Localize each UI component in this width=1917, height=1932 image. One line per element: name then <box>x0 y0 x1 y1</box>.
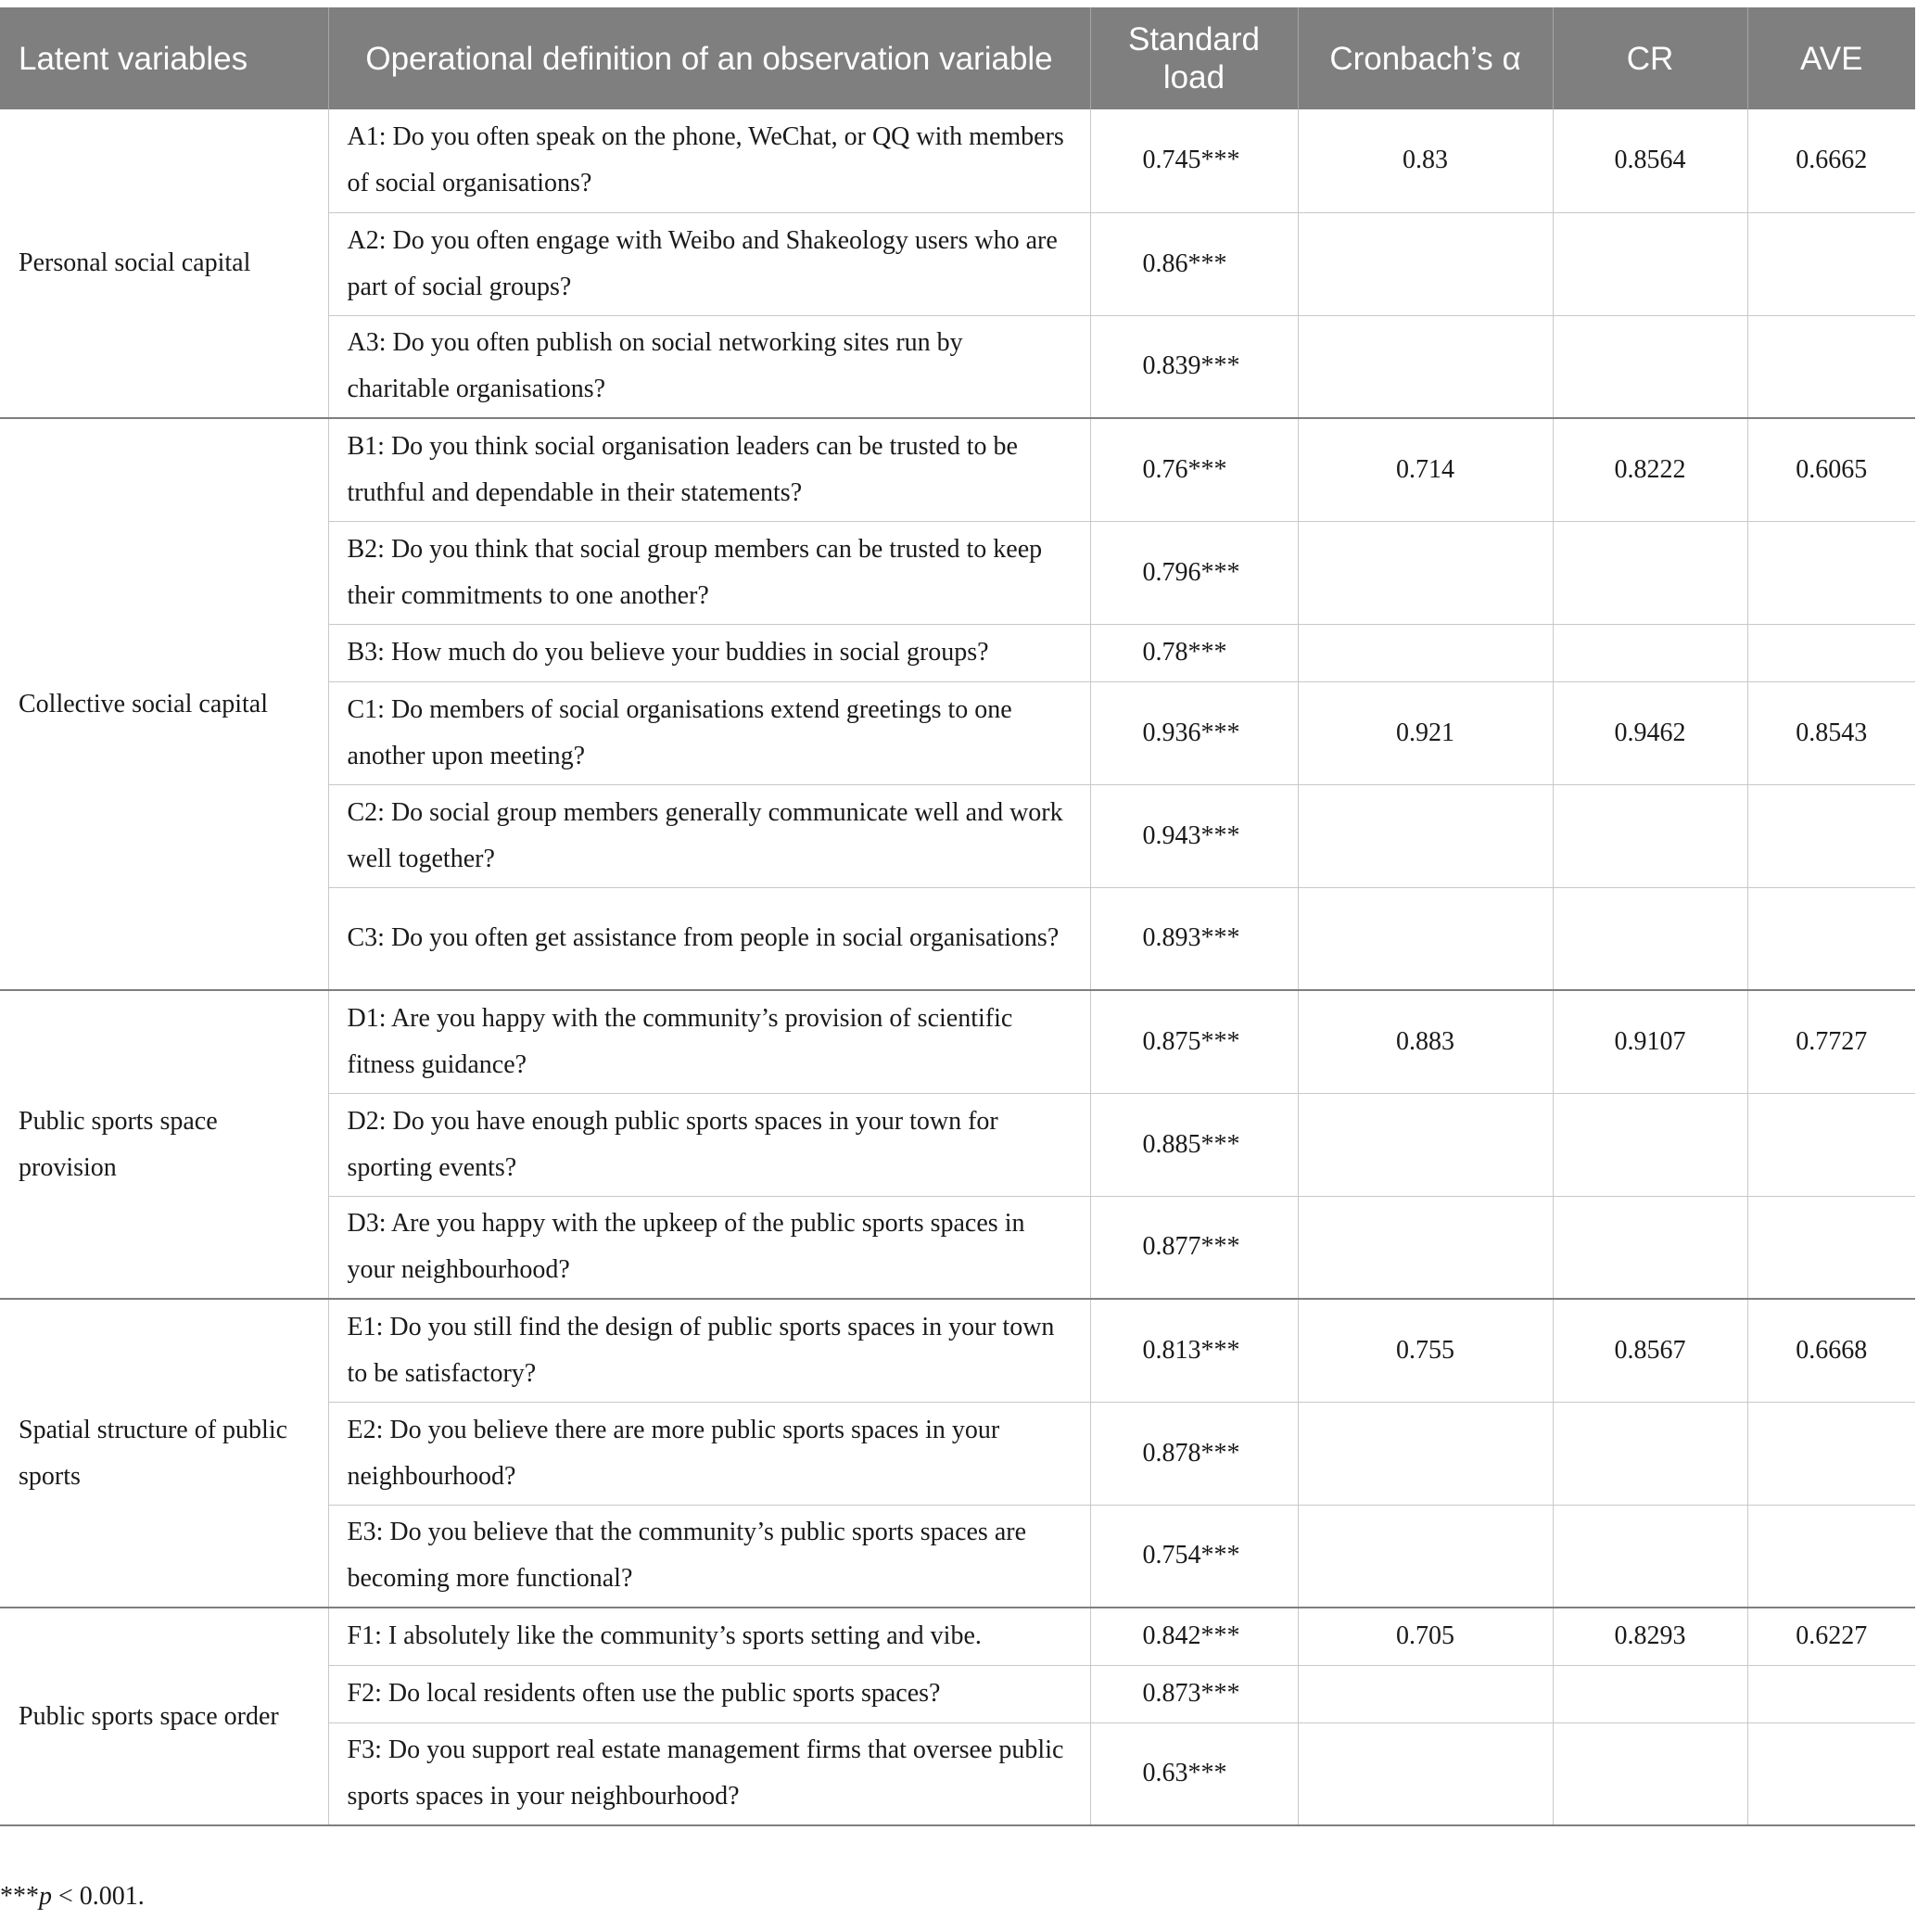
ave-cell: 0.6662 <box>1747 109 1915 212</box>
standard-load-cell: 0.796*** <box>1090 521 1298 624</box>
footnote-stars: *** <box>0 1882 39 1911</box>
cronbach-alpha-cell <box>1298 624 1553 681</box>
standard-load-cell: 0.875*** <box>1090 990 1298 1093</box>
definition-cell: A1: Do you often speak on the phone, WeChat, or QQ with members of social organisations? <box>328 109 1090 212</box>
cr-cell <box>1553 784 1747 887</box>
cronbach-alpha-cell <box>1298 887 1553 990</box>
header-latent-variables: Latent variables <box>0 7 328 109</box>
cronbach-alpha-cell: 0.755 <box>1298 1299 1553 1402</box>
table-body <box>0 109 1915 1825</box>
definition-cell: F1: I absolutely like the community’s sports setting and vibe. <box>328 1608 1090 1665</box>
cronbach-alpha-cell: 0.83 <box>1298 109 1553 212</box>
standard-load-cell: 0.754*** <box>1090 1505 1298 1608</box>
ave-cell <box>1747 784 1915 887</box>
ave-cell <box>1747 521 1915 624</box>
definition-cell: E2: Do you believe there are more public sports spaces in your neighbourhood? <box>328 1402 1090 1505</box>
latent-variable-cell: Public sports space order <box>0 1608 328 1825</box>
cronbach-alpha-cell <box>1298 1402 1553 1505</box>
standard-load-cell: 0.893*** <box>1090 887 1298 990</box>
definition-cell: B3: How much do you believe your buddies in social groups? <box>328 624 1090 681</box>
definition-cell: D2: Do you have enough public sports spaces in your town for sporting events? <box>328 1093 1090 1196</box>
header-ave: AVE <box>1747 7 1915 109</box>
table-row <box>0 1608 1915 1665</box>
table-row <box>0 990 1915 1093</box>
cr-cell <box>1553 887 1747 990</box>
standard-load-cell: 0.842*** <box>1090 1608 1298 1665</box>
definition-cell: C2: Do social group members generally communicate well and work well together? <box>328 784 1090 887</box>
cronbach-alpha-cell <box>1298 1093 1553 1196</box>
definition-cell: F2: Do local residents often use the public sports spaces? <box>328 1665 1090 1722</box>
header-operational-definition: Operational definition of an observation variable <box>328 7 1090 109</box>
ave-cell: 0.8543 <box>1747 681 1915 784</box>
table-footnote <box>0 1882 145 1912</box>
cr-cell: 0.9107 <box>1553 990 1747 1093</box>
standard-load-cell: 0.878*** <box>1090 1402 1298 1505</box>
definition-cell: E1: Do you still find the design of public sports spaces in your town to be satisfactory? <box>328 1299 1090 1402</box>
results-table <box>0 7 1915 1826</box>
ave-cell <box>1747 1093 1915 1196</box>
ave-cell <box>1747 1196 1915 1299</box>
header-cr: CR <box>1553 7 1747 109</box>
ave-cell <box>1747 887 1915 990</box>
latent-variable-cell: Collective social capital <box>0 418 328 990</box>
definition-cell: C1: Do members of social organisations extend greetings to one another upon meeting? <box>328 681 1090 784</box>
standard-load-cell: 0.78*** <box>1090 624 1298 681</box>
cr-cell <box>1553 521 1747 624</box>
standard-load-cell: 0.839*** <box>1090 315 1298 418</box>
cronbach-alpha-cell: 0.883 <box>1298 990 1553 1093</box>
table-header <box>0 7 1915 109</box>
standard-load-cell: 0.936*** <box>1090 681 1298 784</box>
standard-load-cell: 0.745*** <box>1090 109 1298 212</box>
definition-cell: E3: Do you believe that the community’s public sports spaces are becoming more functional? <box>328 1505 1090 1608</box>
standard-load-cell: 0.873*** <box>1090 1665 1298 1722</box>
cronbach-alpha-cell: 0.714 <box>1298 418 1553 521</box>
cronbach-alpha-cell <box>1298 1505 1553 1608</box>
footnote-p: p <box>39 1882 52 1911</box>
definition-cell: A2: Do you often engage with Weibo and Shakeology users who are part of social groups? <box>328 212 1090 315</box>
ave-cell: 0.7727 <box>1747 990 1915 1093</box>
cr-cell: 0.8293 <box>1553 1608 1747 1665</box>
ave-cell <box>1747 1665 1915 1722</box>
standard-load-cell: 0.86*** <box>1090 212 1298 315</box>
cronbach-alpha-cell <box>1298 315 1553 418</box>
definition-cell: D3: Are you happy with the upkeep of the public sports spaces in your neighbourhood? <box>328 1196 1090 1299</box>
cr-cell <box>1553 624 1747 681</box>
header-row <box>0 7 1915 109</box>
standard-load-cell: 0.943*** <box>1090 784 1298 887</box>
cr-cell <box>1553 1505 1747 1608</box>
footnote-threshold: < 0.001. <box>52 1882 145 1911</box>
definition-cell: B2: Do you think that social group members can be trusted to keep their commitments to one another? <box>328 521 1090 624</box>
cr-cell: 0.8564 <box>1553 109 1747 212</box>
ave-cell <box>1747 315 1915 418</box>
definition-cell: F3: Do you support real estate management firms that oversee public sports spaces in your neighbourhood? <box>328 1722 1090 1825</box>
ave-cell: 0.6227 <box>1747 1608 1915 1665</box>
ave-cell <box>1747 1402 1915 1505</box>
ave-cell: 0.6065 <box>1747 418 1915 521</box>
cr-cell <box>1553 1093 1747 1196</box>
cronbach-alpha-cell: 0.705 <box>1298 1608 1553 1665</box>
standard-load-cell: 0.885*** <box>1090 1093 1298 1196</box>
latent-variable-cell: Spatial structure of public sports <box>0 1299 328 1608</box>
definition-cell: A3: Do you often publish on social networking sites run by charitable organisations? <box>328 315 1090 418</box>
ave-cell <box>1747 624 1915 681</box>
ave-cell: 0.6668 <box>1747 1299 1915 1402</box>
cronbach-alpha-cell <box>1298 1196 1553 1299</box>
results-table-container <box>0 7 1915 1826</box>
definition-cell: D1: Are you happy with the community’s provision of scientific fitness guidance? <box>328 990 1090 1093</box>
table-row <box>0 109 1915 212</box>
cronbach-alpha-cell <box>1298 521 1553 624</box>
cr-cell <box>1553 1722 1747 1825</box>
cronbach-alpha-cell: 0.921 <box>1298 681 1553 784</box>
standard-load-cell: 0.76*** <box>1090 418 1298 521</box>
definition-cell: B1: Do you think social organisation leaders can be trusted to be truthful and dependable in their statements? <box>328 418 1090 521</box>
cronbach-alpha-cell <box>1298 1722 1553 1825</box>
cronbach-alpha-cell <box>1298 1665 1553 1722</box>
cr-cell <box>1553 1402 1747 1505</box>
cr-cell: 0.8222 <box>1553 418 1747 521</box>
standard-load-cell: 0.63*** <box>1090 1722 1298 1825</box>
ave-cell <box>1747 1505 1915 1608</box>
latent-variable-cell: Personal social capital <box>0 109 328 418</box>
latent-variable-cell: Public sports space provision <box>0 990 328 1299</box>
standard-load-cell: 0.813*** <box>1090 1299 1298 1402</box>
cronbach-alpha-cell <box>1298 212 1553 315</box>
cr-cell: 0.9462 <box>1553 681 1747 784</box>
standard-load-cell: 0.877*** <box>1090 1196 1298 1299</box>
header-standard-load: Standard load <box>1090 7 1298 109</box>
cr-cell <box>1553 1665 1747 1722</box>
definition-cell: C3: Do you often get assistance from people in social organisations? <box>328 887 1090 990</box>
ave-cell <box>1747 1722 1915 1825</box>
cr-cell <box>1553 1196 1747 1299</box>
cronbach-alpha-cell <box>1298 784 1553 887</box>
ave-cell <box>1747 212 1915 315</box>
cr-cell <box>1553 315 1747 418</box>
cr-cell <box>1553 212 1747 315</box>
table-row <box>0 1299 1915 1402</box>
table-row <box>0 418 1915 521</box>
cr-cell: 0.8567 <box>1553 1299 1747 1402</box>
header-cronbach-alpha: Cronbach’s α <box>1298 7 1553 109</box>
